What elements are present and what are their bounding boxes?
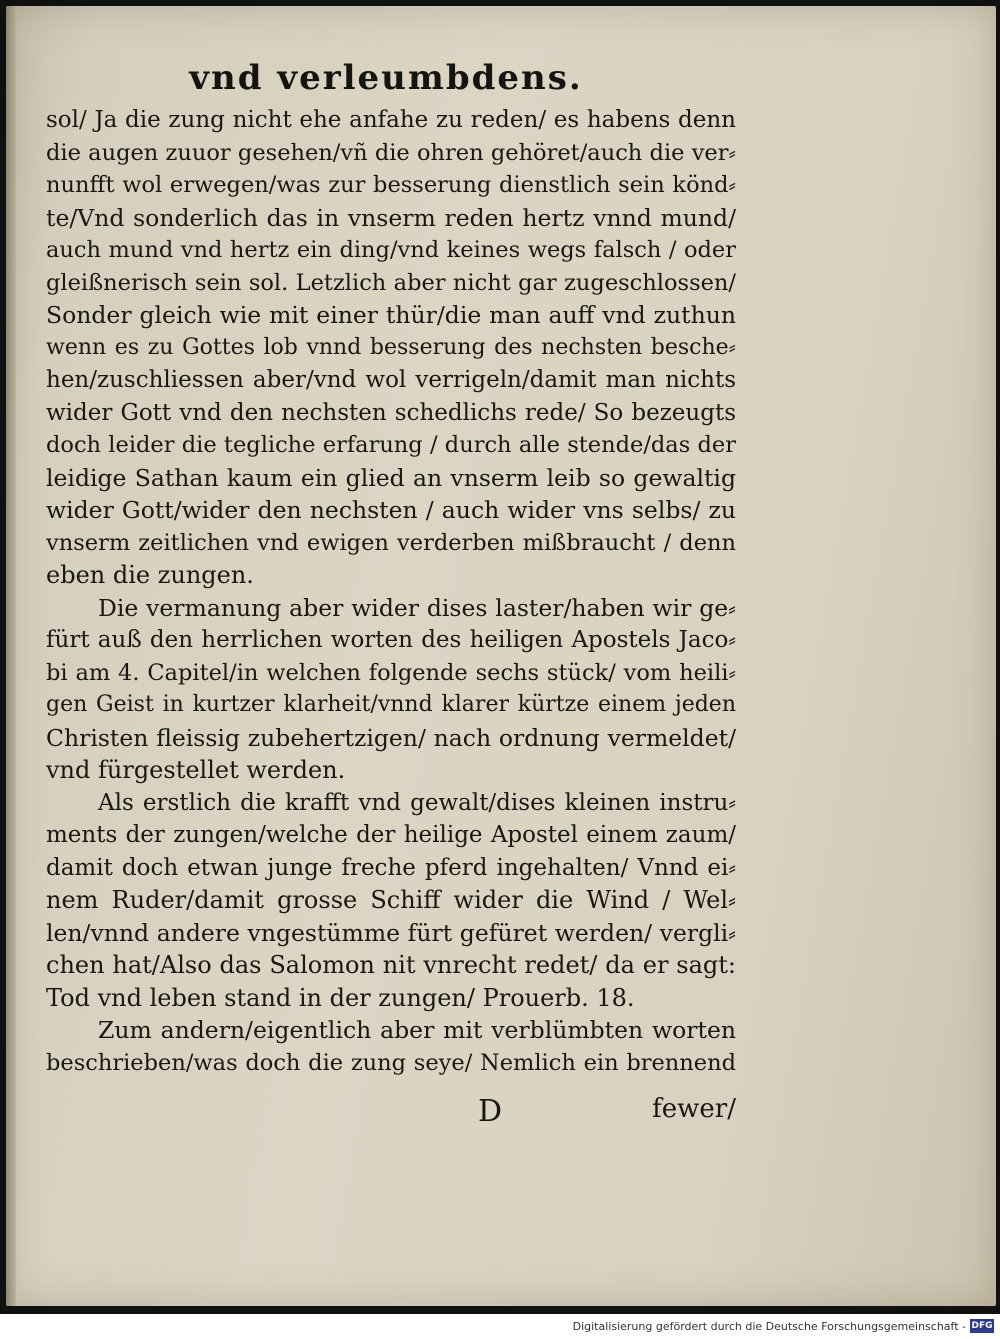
footer-bar — [0, 1314, 1000, 1339]
text-line: te/Vnd sonderlich das in vnserm reden hertz vnnd mund/ — [46, 203, 736, 232]
text-line: Die vermanung aber wider dises laster/haben wir ge⸗ — [98, 593, 736, 622]
text-line: len/vnnd andere vngestümme fürt gefüret werden/ vergli⸗ — [46, 918, 736, 947]
text-line: wider Gott vnd den nechsten schedlichs rede/ So bezeugts — [46, 399, 736, 426]
text-line: beschrieben/was doch die zung seye/ Nemlich ein brennend — [46, 1049, 736, 1076]
catchword: fewer/ — [652, 1094, 736, 1124]
text-line: wider Gott/wider den nechsten / auch wider vns selbs/ zu — [46, 496, 736, 524]
text-line: nem Ruder/damit grosse Schiff wider die Wind / Wel⸗ — [46, 886, 736, 914]
footer-credit: Digitalisierung gefördert durch die Deutsche Forschungsgemeinschaft - — [572, 1320, 966, 1333]
text-line: leidige Sathan kaum ein glied an vnserm leib so gewaltig — [46, 463, 736, 492]
text-line: Zum andern/eigentlich aber mit verblümbten worten — [98, 1016, 736, 1044]
dfg-logo: DFG — [971, 1321, 993, 1331]
text-line: eben die zungen. — [46, 561, 254, 589]
text-line: ments der zungen/welche der heilige Apostel einem zaum/ — [46, 822, 736, 848]
text-line: vnserm zeitlichen vnd ewigen verderben mißbraucht / denn — [46, 529, 736, 556]
running-head: vnd verleumbdens. — [189, 58, 583, 98]
text-line: Christen fleissig zubehertzigen/ nach ordnung vermeldet/ — [46, 723, 736, 752]
text-line: bi am 4. Capitel/in welchen folgende sechs stück/ vom heili⸗ — [46, 659, 736, 686]
text-line: doch leider die tegliche erfarung / durch alle stende/das der — [46, 432, 736, 458]
body-text — [46, 104, 736, 1079]
text-line: Sonder gleich wie mit einer thür/die man auff vnd zuthun — [46, 301, 736, 329]
text-line: fürt auß den herrlichen worten des heiligen Apostels Jaco⸗ — [46, 627, 736, 653]
text-line: gen Geist in kurtzer klarheit/vnnd klarer kürtze einem jeden — [46, 692, 736, 717]
text-line: gleißnerisch sein sol. Letzlich aber nicht gar zugeschlossen/ — [46, 269, 736, 296]
text-line: damit doch etwan junge freche pferd ingehalten/ Vnnd ei⸗ — [46, 854, 736, 881]
text-line: wenn es zu Gottes lob vnnd besserung des nechsten besche⸗ — [46, 334, 736, 360]
signature-mark: D — [478, 1094, 503, 1129]
book-page — [6, 6, 996, 1306]
text-line: nunfft wol erwegen/was zur besserung dienstlich sein könd⸗ — [46, 172, 736, 198]
page-foot — [46, 1094, 736, 1128]
text-line: die augen zuuor gesehen/vñ die ohren gehöret/auch die ver⸗ — [46, 139, 736, 166]
text-line: chen hat/Also das Salomon nit vnrecht redet/ da er sagt: — [46, 951, 736, 979]
text-line: vnd fürgestellet werden. — [46, 756, 346, 784]
text-line: auch mund vnd hertz ein ding/vnd keines wegs falsch / oder — [46, 237, 736, 263]
text-line: sol/ Ja die zung nicht ehe anfahe zu reden/ es habens denn — [46, 107, 736, 133]
text-line: hen/zuschliessen aber/vnd wol verrigeln/damit man nichts — [46, 367, 736, 393]
text-line: Als erstlich die krafft vnd gewalt/dises kleinen instru⸗ — [98, 789, 736, 816]
page-edge-shadow — [6, 6, 16, 1306]
text-line: Tod vnd leben stand in der zungen/ Prouerb. 18. — [46, 983, 635, 1012]
